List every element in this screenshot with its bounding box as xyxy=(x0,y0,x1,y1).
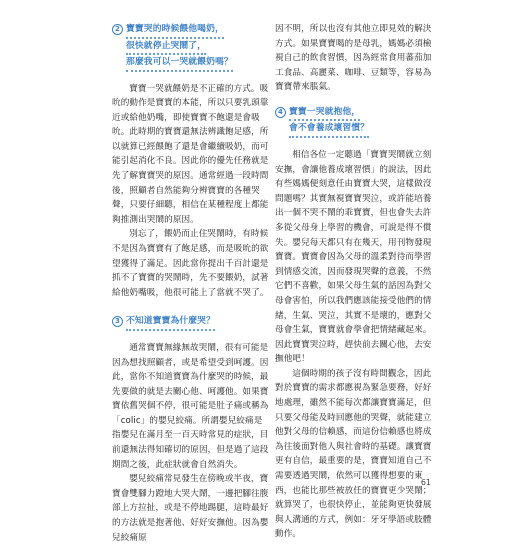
body-paragraph: 寶寶一哭就餵奶是不正確的方式。吸吮的動作是寶寶的本能，所以只要乳頭靠近或給他奶嘴，即使寶寶不飽還是會吸吮。此時期的寶寶還無法辨識飽足感，所以就算已經餵飽了還是會繼續吸奶，而可能引起消化不良。因此你的優先任務就是先了解寶寶哭的原因。通常經過一段時間後，照顧者自然能夠分辨寶寶的各種哭聲，只要仔細聽，相信在某種程度上都能夠推測出哭鬧的原因。 xyxy=(112,83,269,225)
body-paragraph: 別忘了，餵奶而止住哭鬧時，有時候不是因為寶寶有了飽足感，而是吸吮的欲望獲得了滿足。因此當你提出千百計還是抓不了寶寶的哭鬧時，先不要餵奶，試著給他奶嘴吸，他很可能上了當就不哭了。 xyxy=(112,229,269,298)
question-heading-3 xyxy=(112,314,270,331)
heading-line: 不知道寶寶為什麼哭？ xyxy=(126,314,215,331)
right-column xyxy=(275,22,433,542)
body-paragraph: 因不明，所以也沒有其他立即見效的解決方式。如果寶寶喝的是母乳，媽媽必須檢視自己的飲食習慣，因為經常食用蕃茄加工食品、高麗菜、咖啡、豆類等，容易為寶寶帶來脹氣。 xyxy=(275,24,432,93)
circled-number-icon: 3 xyxy=(112,316,123,327)
body-paragraph: 相信各位一定聽過「寶寶哭鬧就立刻安撫，會讓他養成壞習慣」的說法，因此有些媽媽便刻意任由寶寶大哭，這樣做沒問題嗎？其實無視寶寶哭泣，或許能培養出一個不哭不鬧的乖寶寶，但也會失去許多從父母身上學習的機會，可說是得不償失。嬰兒每天都只有在幾天，用刊物發現寶寶。寶寶會因為父母的溫柔對待而學習到情感交流，因而發現哭聲的意義，不然它們不喜歡，如果父母生氣的話因為對父母會害怕，所以我們應該能接受他們的情緒，生氣、哭泣，其實不是壞的，應對父母會生氣，寶寶就會學會把情緒藏起來。因此寶寶哭泣時，趕快前去關心他，去安撫他吧！ xyxy=(275,149,432,365)
circled-number-icon: 4 xyxy=(275,107,286,118)
body-paragraph: 這個時期的孩子沒有時間觀念，因此對於寶寶的需求都應視為緊急要務，好好地處理，雖然不能每次都讓寶寶滿足，但只要父母能及時回應他的哭聲，就能建立他對父母的信賴感，而這份信賴感也將成為往後面對他人與社會時的基礎。讓寶寶更有自信，最重要的是，寶寶知道自己不需要透過哭鬧，依然可以獲得想要的東西，也能比那些被放任的寶寶更少哭鬧；就算哭了，也很快停止，並能夠更快發展與人溝通的方式，例如：牙牙學語或肢體動作。 xyxy=(275,368,432,540)
body-paragraph: 通常寶寶無緣無故哭鬧，很有可能是因為想找照顧者，或是希望受到呵護。因此，當你不知道寶寶為什麼哭的時候，最先要做的就是去關心他、呵護他。如果寶寶依舊哭個不停，很可能是肚子痛或稱為「colic」的嬰兒絞痛。所謂嬰兒絞痛是指嬰兒在滿月至一百天時常見的症狀，目前還無法得知確切的原因，但是過了這段期間之後，此症狀就會自然消失。 xyxy=(112,342,269,470)
question-heading-2 xyxy=(112,22,270,72)
heading-line: 寶寶哭的時候餵他喝奶， xyxy=(126,22,224,39)
heading-line: 那麼我可以一哭就餵奶嗎？ xyxy=(126,55,233,72)
question-heading-4 xyxy=(275,105,433,138)
page-number: 61 xyxy=(420,478,431,487)
heading-line: 寶寶一哭就抱他， xyxy=(289,105,360,122)
body-paragraph: 嬰兒絞痛常見發生在傍晚或半夜，寶寶會雙腳力蹬地大哭大鬧，一邊把腳往腹部上方拉扯，或是不停地踢腿，這時最好的方法就是抱著他、好好安撫他。因為嬰兒絞痛原 xyxy=(112,474,269,543)
left-column xyxy=(112,22,270,545)
circled-number-icon: 2 xyxy=(112,24,123,35)
heading-line: 會不會養成壞習慣？ xyxy=(289,121,369,138)
heading-line: 很快就停止哭鬧了， xyxy=(126,39,206,56)
